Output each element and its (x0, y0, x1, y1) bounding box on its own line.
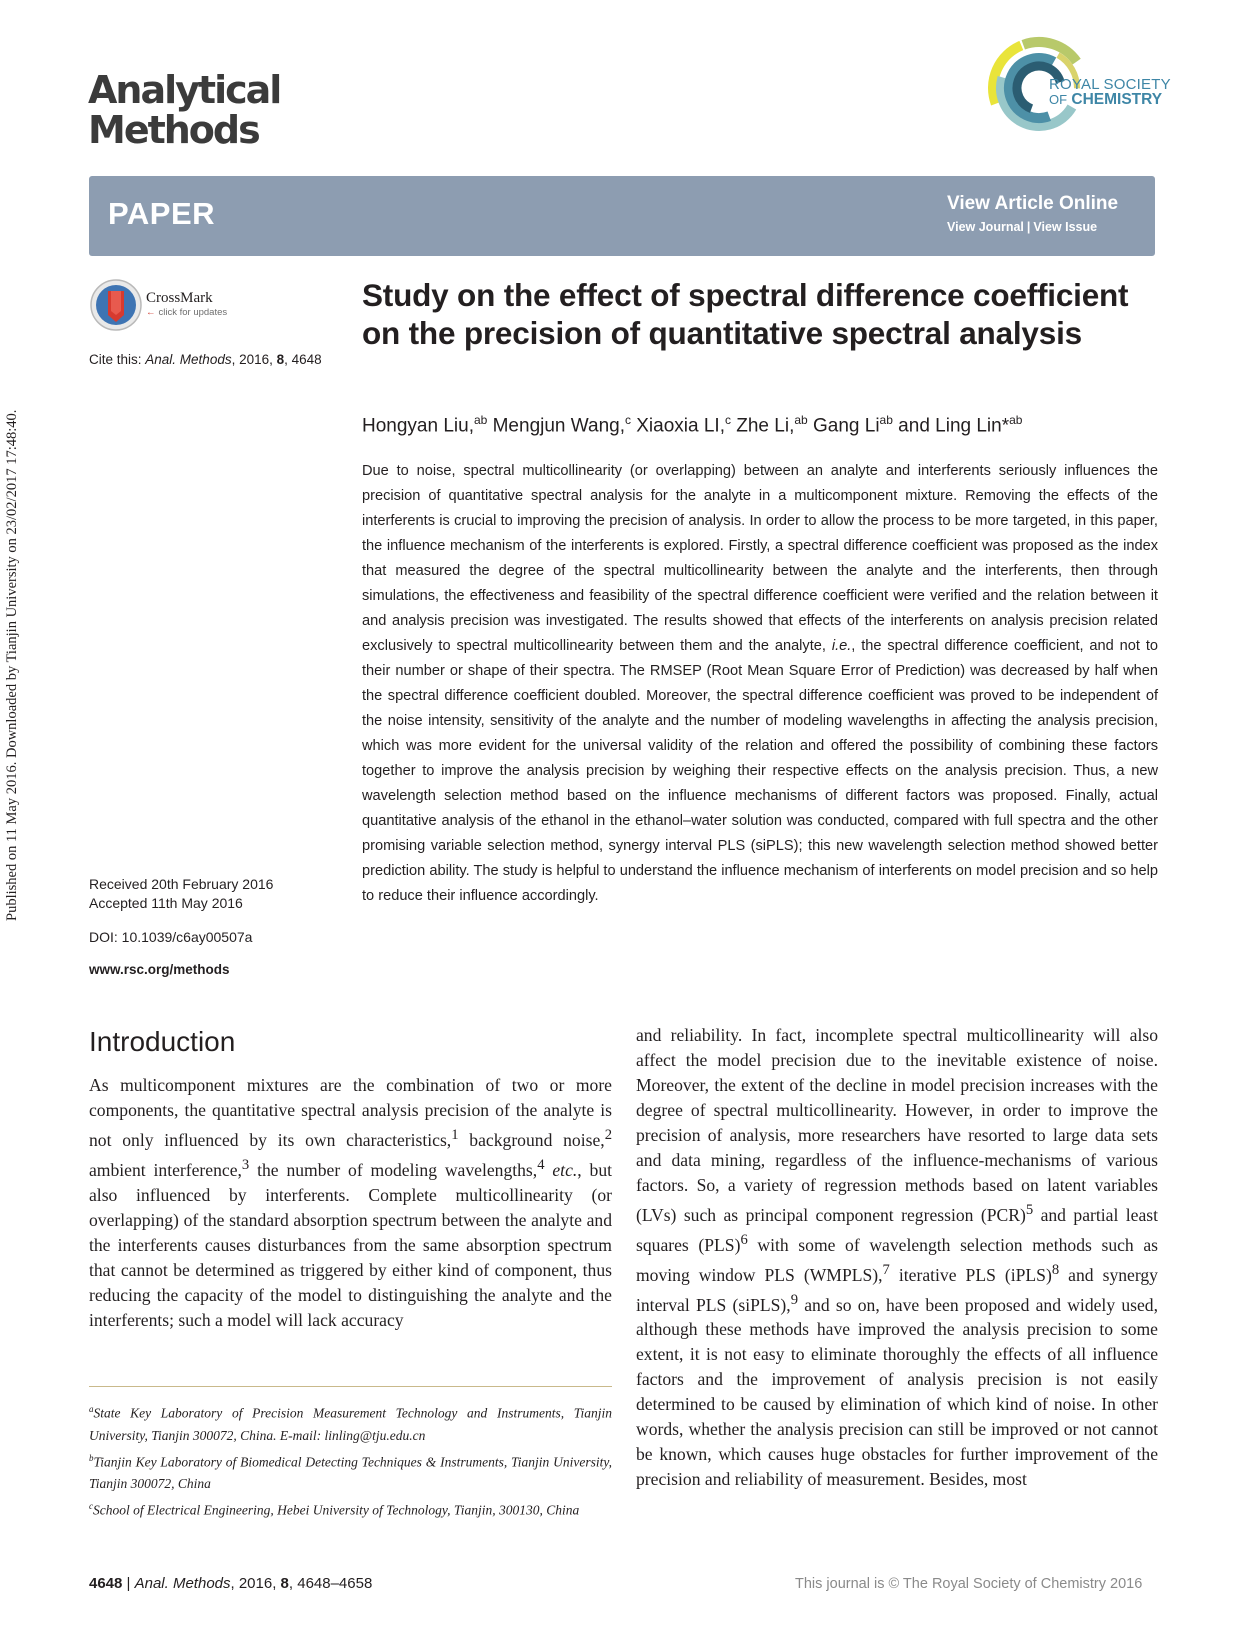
author: Xiaoxia LI, (630, 415, 725, 437)
rsc-wordmark (1049, 77, 1171, 107)
affiliation-mark: ab (879, 413, 893, 427)
body-text: and so on, have been proposed and widely used, although these methods have improved the analysis precision to some extent, it is not easy to eliminate thoroughly the effects of all influence factors and the improvement of analysis precision is not easily determined to be caused by elimination of which kind of noise. In other words, whether the analysis precision can still be improved or not cannot be known, which causes huge obstacles for further improvement of the precision and reliability of measurement. Besides, most (636, 1294, 1158, 1490)
journal-url-link[interactable]: www.rsc.org/methods (89, 962, 230, 977)
author: Zhe Li, (730, 415, 795, 437)
abstract-ie: i.e. (831, 638, 852, 654)
page-number: 4648 (89, 1575, 123, 1592)
reference-link[interactable]: 3 (241, 1156, 250, 1173)
affiliation-mark: ab (473, 413, 488, 427)
body-text: the number of modeling wavelengths, (249, 1159, 538, 1180)
accepted-date: Accepted 11th May 2016 (89, 895, 243, 911)
intro-right-column (636, 1023, 1158, 1492)
cite-prefix: Cite this: (89, 352, 146, 367)
author: Hongyan Liu, (362, 415, 474, 437)
footer-separator: | (122, 1575, 135, 1592)
crossmark-subtitle[interactable] (146, 307, 227, 318)
body-text: background noise, (458, 1129, 605, 1150)
reference-link[interactable]: 8 (1051, 1261, 1060, 1278)
body-text: iterative PLS (iPLS) (889, 1264, 1052, 1285)
cite-volume: 8 (276, 352, 285, 367)
author-list (362, 413, 1022, 437)
footer-volume: 8 (280, 1575, 289, 1592)
reference-link[interactable]: 9 (790, 1291, 799, 1308)
intro-left-column (89, 1073, 612, 1333)
journal-name-line2: Methods (88, 108, 259, 152)
footnote-mark: b (89, 1452, 94, 1463)
body-text: with some of wavelength selection methods such as moving window PLS (WMPLS), (636, 1234, 1158, 1285)
affiliation-footnotes (89, 1398, 612, 1522)
rsc-chemistry: CHEMISTRY (1071, 91, 1163, 108)
affiliation-mark: c (724, 413, 731, 427)
footnote-text: School of Electrical Engineering, Hebei University of Technology, Tianjin, 300130, China (93, 1502, 580, 1518)
affiliation-mark: c (624, 413, 631, 427)
article-type: PAPER (108, 196, 216, 231)
page-footer-citation (89, 1575, 372, 1592)
abstract-text: , the spectral difference coefficient, and not to their number or shape of their spectra. The RMSEP (Root Mean Square Error of Prediction) was decreased by half when the spectral difference coefficient doubled. Moreover, the spectral difference coefficient was proved to be independent of the noise intensity, sensitivity of the analyte and the number of modeling wavelengths in affecting the analysis precision, which was more evident for the universal validity of the relation and offered the possibility of combining these factors together to improve the analysis precision by weighing their respective effects on the analysis precision. Thus, a new wavelength selection method based on the influence mechanisms of different factors was proposed. Finally, actual quantitative analysis of the ethanol in the ethanol–water solution was conducted, compared with full spectra and the other promising variable selection method, synergy interval PLS (siPLS); this new wavelength selection method showed better prediction ability. The study is helpful to understand the influence mechanism of interferents on model precision and so help to reduce their influence accordingly. (362, 638, 1158, 904)
journal-logo[interactable] (88, 70, 348, 150)
crossmark-title[interactable]: CrossMark (146, 290, 213, 306)
body-text: and partial least squares (PLS) (636, 1204, 1159, 1255)
author: and Ling Lin* (892, 415, 1010, 437)
body-text: and reliability. In fact, incomplete spectral multicollinearity will also affect the model precision due to the inevitable existence of noise. Moreover, the extent of the decline in model precision increases with the degree of spectral multicollinearity. However, in order to improve the precision of analysis, more researchers have resorted to large data sets and data mining, regardless of the influence-mechanisms of various factors. So, a variety of regression methods based on latent variables (LVs) such as principal component regression (PCR) (636, 1025, 1158, 1225)
footnote-text: State Key Laboratory of Precision Measurement Technology and Instruments, Tianjin University, Tianjin 300072, China. E-mail: linling@tju.edu.cn (89, 1405, 612, 1443)
view-article-online-link[interactable]: View Article Online (947, 193, 1119, 214)
author: Gang Li (807, 415, 880, 437)
journal-name-line1: Analytical (88, 68, 281, 112)
footnote-divider (89, 1386, 612, 1387)
cite-page: , 4648 (284, 352, 322, 367)
cite-year: , 2016, (231, 352, 277, 367)
view-links (947, 220, 1097, 234)
reference-link[interactable]: 6 (740, 1231, 748, 1248)
footnote (89, 1495, 612, 1522)
cite-journal: Anal. Methods (145, 352, 232, 367)
crossmark-icon[interactable] (89, 278, 143, 332)
reference-link[interactable]: 1 (451, 1127, 459, 1143)
body-text: , but also influenced by interferents. Complete multicollinearity (or overlapping) of the standard absorption spectrum between the analyte and the interferents causes disturbances from the same absorption spectrum that cannot be determined as triggered by either kind of component, thus reducing the capacity of the model to distinguishing the analyte and the interferents; such a model will lack accuracy (89, 1159, 613, 1330)
body-text: As multicomponent mixtures are the combination of two or more components, the quantitative spectral analysis precision of the analyte is not only influenced by its own characteristics, (89, 1075, 612, 1150)
article-banner (89, 176, 1155, 256)
affiliation-mark: ab (794, 413, 808, 427)
footnote (89, 1398, 612, 1447)
received-date: Received 20th February 2016 (89, 876, 274, 892)
affiliation-mark: ab (1009, 413, 1023, 427)
citation (89, 352, 322, 367)
reference-link[interactable]: 4 (537, 1156, 545, 1173)
body-italic: etc. (552, 1159, 578, 1180)
author: Mengjun Wang, (487, 415, 625, 437)
footnote-mark: a (89, 1404, 94, 1414)
download-note: Published on 11 May 2016. Downloaded by Tianjin University on 23/02/2017 17:48:40. (4, 409, 20, 921)
footer-year: , 2016, (230, 1575, 281, 1592)
rsc-line1: ROYAL SOCIETY (1049, 76, 1171, 93)
footer-pages: , 4648–4658 (288, 1575, 373, 1592)
section-heading: Introduction (89, 1026, 236, 1057)
view-links-separator: | (1026, 220, 1031, 234)
rsc-of: OF (1049, 92, 1068, 107)
view-journal-link[interactable]: View Journal (947, 220, 1024, 234)
reference-link[interactable]: 5 (1025, 1202, 1034, 1218)
doi[interactable]: DOI: 10.1039/c6ay00507a (89, 929, 253, 945)
copyright-notice: This journal is © The Royal Society of Chemistry 2016 (795, 1576, 1143, 1592)
footnote (89, 1447, 612, 1496)
footnote-text: Tianjin Key Laboratory of Biomedical Detecting Techniques & Instruments, Tianjin University, Tianjin 300072, China (89, 1454, 612, 1491)
abstract-text: Due to noise, spectral multicollinearity (or overlapping) between an analyte and interferents seriously influences the precision of quantitative spectral analysis for the analyte in a multicomponent mixture. Removing the effects of the interferents is crucial to improving the precision of analysis. In order to allow the process to be more targeted, in this paper, the influence mechanism of the interferents is explored. Firstly, a spectral difference coefficient was proposed as the index that measured the degree of the spectral multicollinearity between the analyte and the interferents, then through simulations, the effectiveness and feasibility of the spectral difference coefficient were verified and the relation between it and analysis precision was investigated. The results showed that effects of the interferents on analysis precision related exclusively to spectral multicollinearity between them and the analyte, (362, 463, 1158, 654)
reference-link[interactable]: 7 (882, 1261, 890, 1278)
article-title: Study on the effect of spectral difference coefficient on the precision of quantitative spectral analysis (362, 277, 1129, 351)
crossmark-arrow-icon: ← (146, 307, 156, 318)
reference-link[interactable]: 2 (604, 1127, 613, 1143)
body-text: and synergy interval PLS (siPLS), (636, 1264, 1158, 1315)
footnote-mark: c (89, 1501, 93, 1511)
view-issue-link[interactable]: View Issue (1033, 220, 1098, 234)
abstract (362, 459, 1158, 909)
body-text: ambient interference, (89, 1159, 242, 1180)
crossmark-subtitle-text: click for updates (158, 307, 228, 318)
footer-journal: Anal. Methods (134, 1575, 231, 1592)
